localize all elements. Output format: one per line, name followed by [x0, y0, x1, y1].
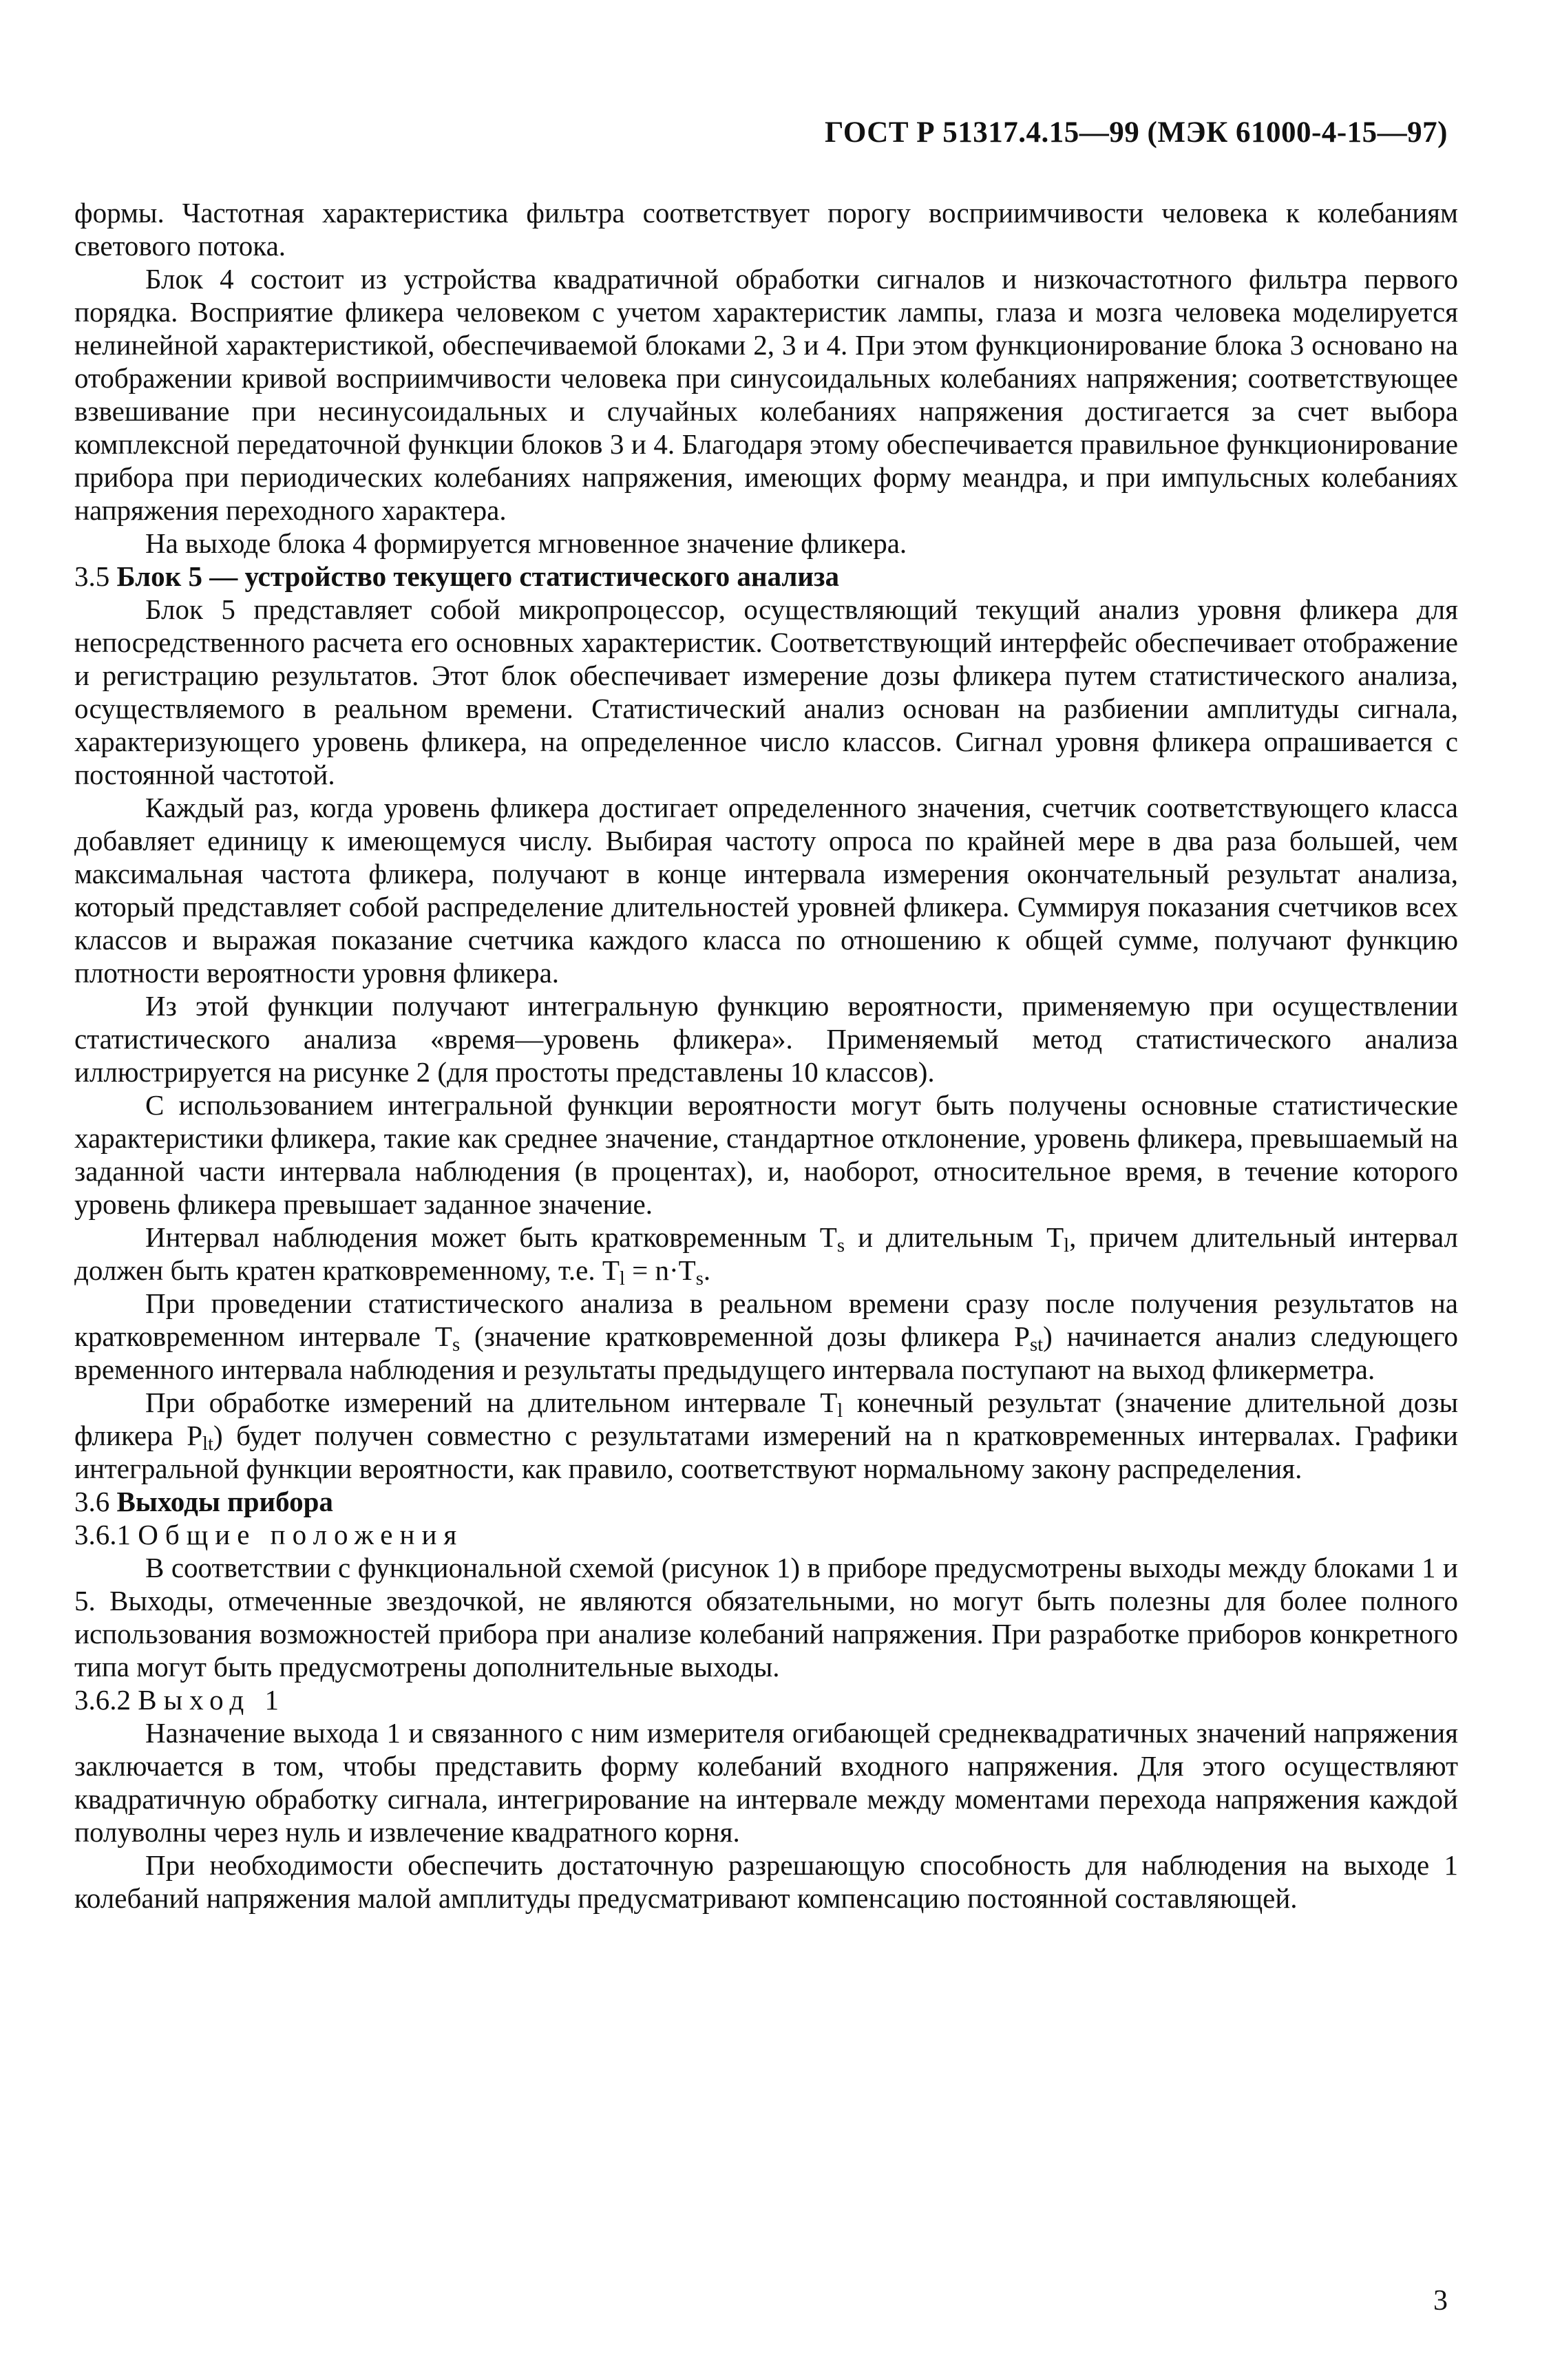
page-number: 3: [1433, 2285, 1448, 2317]
paragraph: Из этой функции получают интегральную функцию вероятности, применяемую при осуществлении статистического анализа «время—уровень фликера». Применяемый метод статистического анализа иллюстрируется на рисунке 2 (для простоты представлены 10 классов).: [74, 990, 1458, 1088]
paragraph: Блок 5 представляет собой микропроцессор, осуществляющий текущий анализ уровня фликера для непосредственного расчета его основных характеристик. Соответствующий интерфейс обеспечивает отображение и регистрацию результатов. Этот блок обеспечивает измерение дозы фликера путем статистического анализа, осуществляемого в реальном времени. Статистический анализ основан на разбиении амплитуды сигнала, характеризующего уровень фликера, на определенное число классов. Сигнал уровня фликера опрашивается с постоянной частотой.: [74, 593, 1458, 790]
paragraph: При проведении статистического анализа в реальном времени сразу после получения результатов на кратковременном интервале $T_s$ (значение кратковременной дозы фликера $P_{st}$) начинается анализ следующего временного интервала наблюдения и результаты предыдущего интервала поступают на выход фликерметра.: [74, 1287, 1459, 1385]
paragraph: При необходимости обеспечить достаточную разрешающую способность для наблюдения на выходе 1 колебаний напряжения малой амплитуды предусматривают компенсацию постоянной составляющей.: [74, 1849, 1458, 1914]
section-title: Выход 1: [138, 1684, 286, 1716]
page-header: ГОСТ Р 51317.4.15—99 (МЭК 61000-4-15—97): [825, 116, 1448, 149]
section-number: 3.5: [74, 560, 110, 592]
paragraph: При обработке измерений на длительном интервале $T_l$ конечный результат (значение длительной дозы фликера $P_{lt}$) будет получен совместно с результатами измерений на n кратковременных интервалах. Графики интегральной функции вероятности, как правило, соответствуют нормальному закону распределения.: [74, 1387, 1458, 1484]
paragraph: Каждый раз, когда уровень фликера достигает определенного значения, счетчик соответствующего класса добавляет единицу к имеющемуся числу. Выбирая частоту опроса по крайней мере в два раза большей, чем максимальная частота фликера, получают в конце интервала измерения окончательный результат анализа, который представляет собой распределение длительностей уровней фликера. Суммируя показания счетчиков всех классов и выражая показание счетчика каждого класса по отношению к общей сумме, получают функцию плотности вероятности уровня фликера.: [74, 792, 1458, 989]
section-heading-3-6-2: [74, 1683, 1458, 1716]
section-title: Блок 5 — устройство текущего статистического анализа: [116, 560, 839, 592]
section-title: Общие положения: [138, 1519, 464, 1550]
paragraph: Интервал наблюдения может быть кратковременным $T_s$ и длительным $T_l$, причем длительный интервал должен быть кратен кратковременному, т.е. $T_l = n\cdot T_s$.: [74, 1221, 1458, 1290]
section-number: 3.6: [74, 1486, 110, 1517]
paragraph: Назначение выхода 1 и связанного с ним измерителя огибающей среднеквадратичных значений напряжения заключается в том, чтобы представить форму колебаний входного напряжения. Для этого осуществляют квадратичную обработку сигнала, интегрирование на интервале между моментами перехода напряжения каждой полуволны через нуль и извлечение квадратного корня.: [74, 1717, 1458, 1848]
section-title: Выходы прибора: [116, 1486, 333, 1517]
paragraph: С использованием интегральной функции вероятности могут быть получены основные статистические характеристики фликера, такие как среднее значение, стандартное отклонение, уровень фликера, превышаемый на заданной части интервала наблюдения (в процентах), и, наоборот, относительное время, в течение которого уровень фликера превышает заданное значение.: [74, 1089, 1458, 1220]
paragraph: формы. Частотная характеристика фильтра соответствует порогу восприимчивости человека к колебаниям светового потока.: [74, 197, 1458, 262]
paragraph: Блок 4 состоит из устройства квадратичной обработки сигналов и низкочастотного фильтра первого порядка. Восприятие фликера человеком с учетом характеристик лампы, глаза и мозга человека моделируется нелинейной характеристикой, обеспечиваемой блоками 2, 3 и 4. При этом функционирование блока 3 основано на отображении кривой восприимчивости человека при синусоидальных колебаниях напряжения; соответствующее взвешивание при несинусоидальных и случайных колебаниях напряжения достигается за счет выбора комплексной передаточной функции блоков 3 и 4. Благодаря этому обеспечивается правильное функционирование прибора при периодических колебаниях напряжения, имеющих форму меандра, и при импульсных колебаниях напряжения переходного характера.: [74, 263, 1458, 526]
section-heading-3-6-1: [74, 1518, 1458, 1551]
paragraph: В соответствии с функциональной схемой (рисунок 1) в приборе предусмотрены выходы между блоками 1 и 5. Выходы, отмеченные звездочкой, не являются обязательными, но могут быть полезны для более полного использования возможностей прибора при анализе колебаний напряжения. При разработке приборов конкретного типа могут быть предусмотрены дополнительные выходы.: [74, 1552, 1458, 1683]
document-body: [74, 196, 1458, 1915]
paragraph: На выходе блока 4 формируется мгновенное значение фликера.: [145, 527, 907, 559]
section-heading-3-5: [74, 560, 1458, 593]
section-number: 3.6.1: [74, 1519, 131, 1550]
section-number: 3.6.2: [74, 1684, 131, 1716]
section-heading-3-6: [74, 1485, 1458, 1518]
